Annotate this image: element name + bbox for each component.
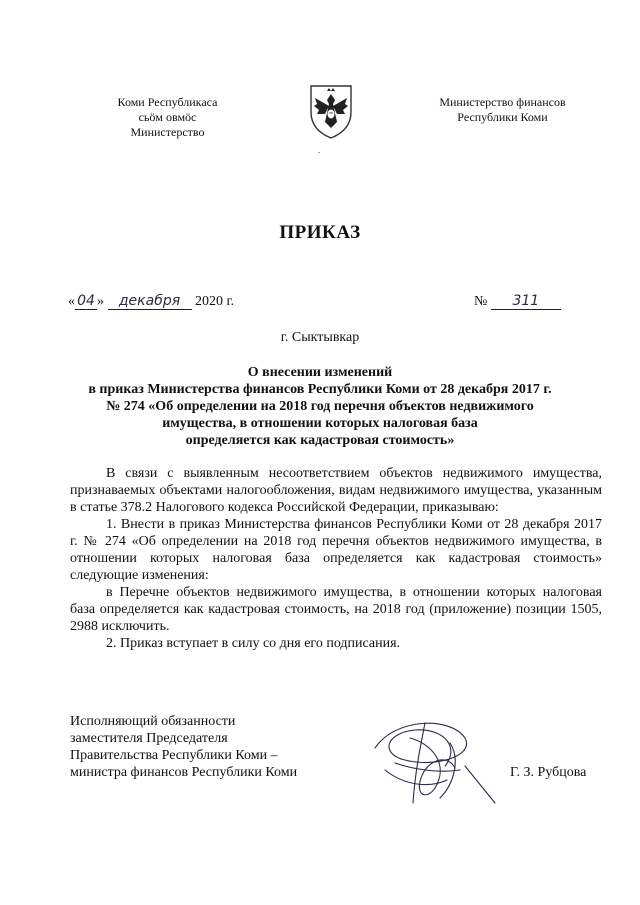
- signer-name: Г. З. Рубцова: [510, 765, 587, 780]
- signatory-position: [70, 713, 297, 781]
- signatory-line: заместителя Председателя: [70, 731, 228, 746]
- handwritten-signature: [355, 708, 500, 808]
- scan-speck: [318, 152, 320, 153]
- document-title: ПРИКАЗ: [279, 222, 361, 243]
- header-right-line: Республики Коми: [457, 110, 548, 124]
- date-open-quote: «: [68, 294, 75, 309]
- coat-of-arms-emblem: [305, 82, 357, 140]
- subject-line: О внесении изменений: [247, 365, 393, 380]
- number-value-handwritten: 311: [491, 293, 561, 310]
- header-right-ministry: [420, 95, 585, 125]
- body-paragraph: 1. Внести в приказ Министерства финансов Республики Коми от 28 декабря 2017 г. № 274 «Об определении на 2018 год перечня объектов недвижимого имущества, в отношении которых налоговая база определяется как кадастровая стоимость» следующие изменения:: [70, 517, 602, 583]
- number-label: №: [474, 294, 488, 309]
- signatory-line: Исполняющий обязанности: [70, 714, 236, 729]
- date-close-quote: »: [97, 294, 104, 309]
- header-left-line: сьӧм овмӧс: [138, 110, 197, 124]
- order-body: [70, 465, 602, 652]
- subject-line: имущества, в отношении которых налоговая база: [162, 416, 478, 431]
- order-date: [68, 293, 234, 310]
- body-paragraph: 2. Приказ вступает в силу со дня его подписания.: [106, 636, 401, 651]
- order-subject: [75, 364, 565, 449]
- subject-line: определяется как кадастровая стоимость»: [185, 433, 455, 448]
- header-right-line: Министерство финансов: [439, 95, 566, 109]
- signatory-line: министра финансов Республики Коми: [70, 765, 298, 780]
- subject-line: в приказ Министерства финансов Республики Коми от 28 декабря 2017 г.: [88, 382, 552, 397]
- header-left-line: Коми Республикаса: [117, 95, 218, 109]
- date-year: 2020 г.: [195, 294, 235, 309]
- date-day-handwritten: 04: [75, 293, 97, 310]
- city: г. Сыктывкар: [280, 330, 360, 345]
- body-paragraph: в Перечне объектов недвижимого имущества, в отношении которых налоговая база определяется как кадастровая стоимость, на 2018 год (приложение) позиции 1505, 2988 исключить.: [70, 585, 602, 634]
- subject-line: № 274 «Об определении на 2018 год перечня объектов недвижимого: [106, 399, 534, 414]
- body-paragraph: В связи с выявленным несоответствием объектов недвижимого имущества, признаваемых объектами налогообложения, видам недвижимого имущества, указанным в статье 378.2 Налогового кодекса Российской Федерации, приказываю:: [70, 466, 602, 515]
- header-left-line: Министерство: [130, 125, 205, 139]
- header-left-komi: [100, 95, 235, 140]
- order-number: [474, 293, 561, 310]
- signatory-line: Правительства Республики Коми –: [70, 748, 278, 763]
- date-month-handwritten: декабря: [108, 293, 192, 310]
